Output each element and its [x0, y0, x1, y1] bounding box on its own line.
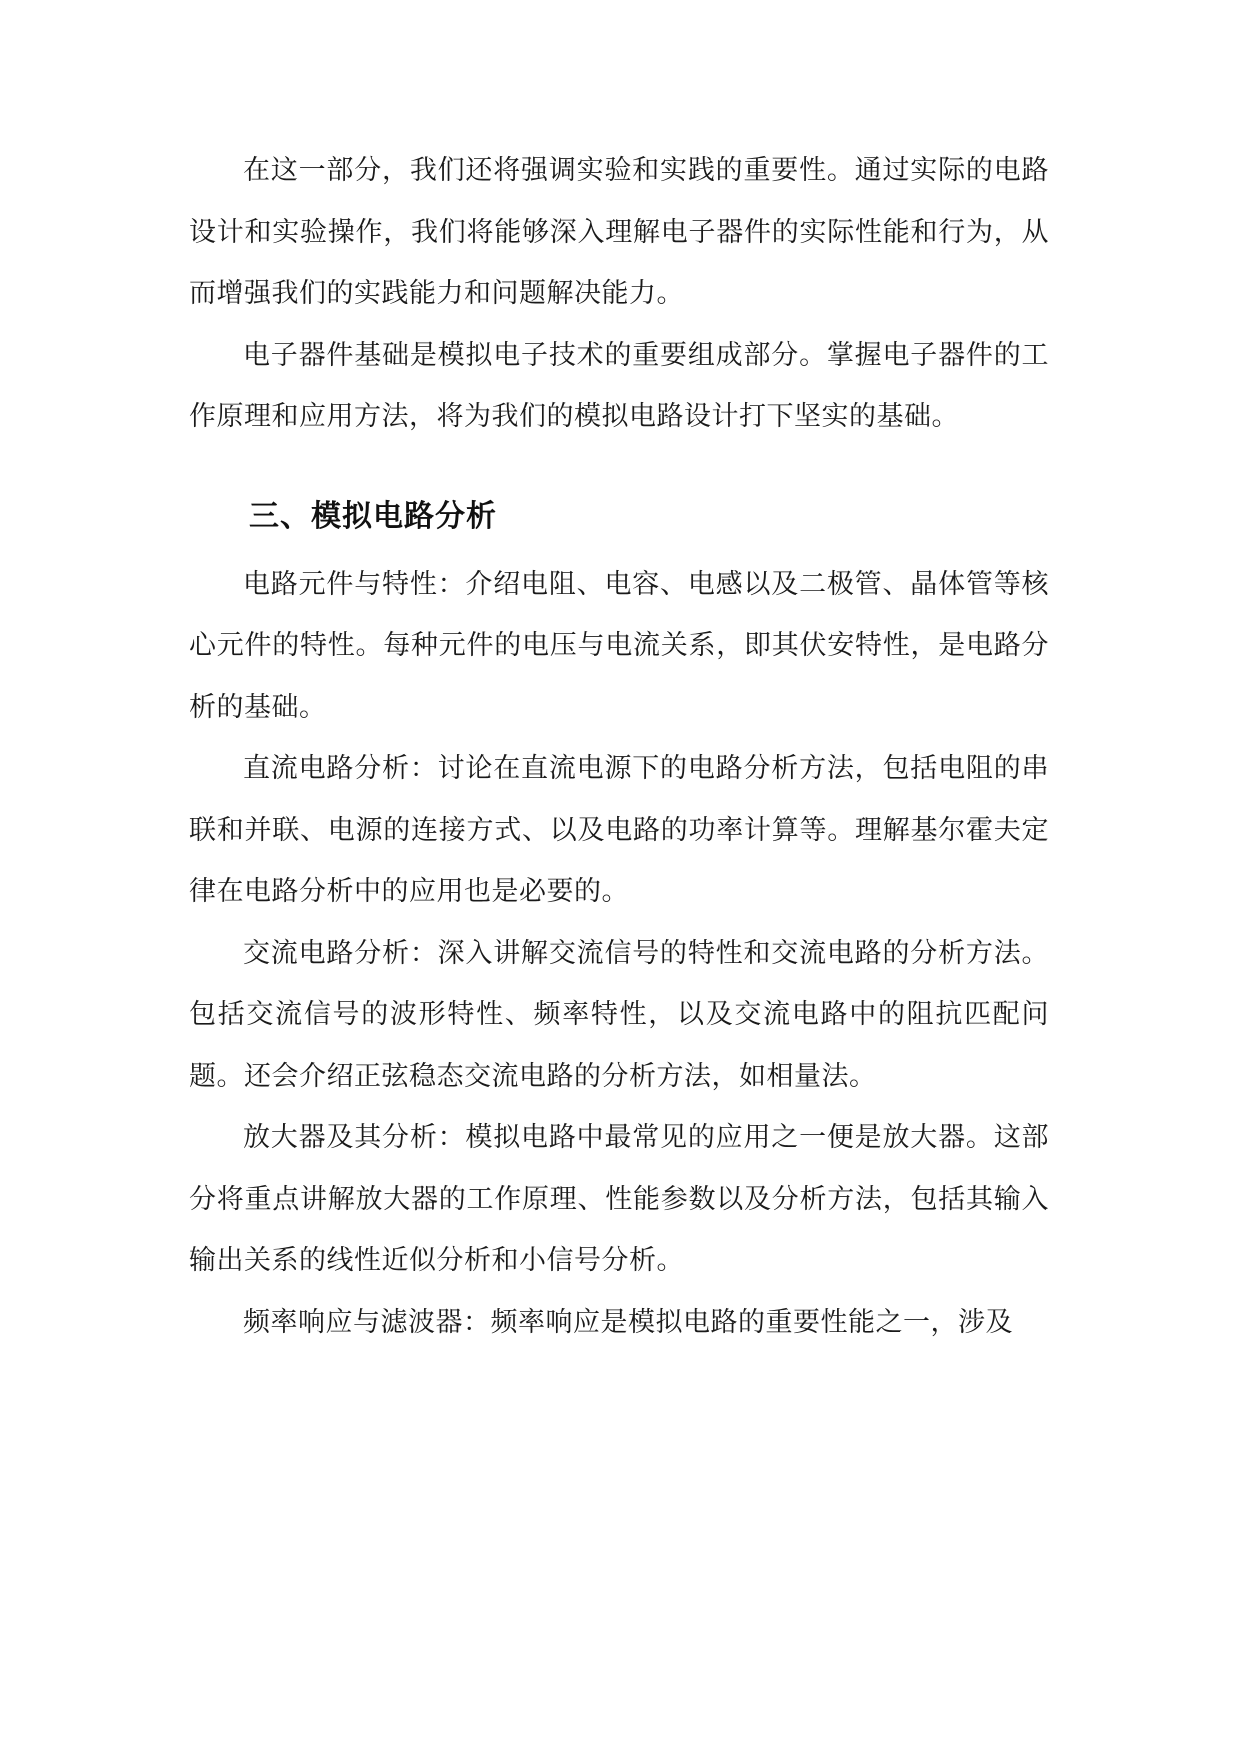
paragraph-lab-practice: 在这一部分，我们还将强调实验和实践的重要性。通过实际的电路设计和实验操作，我们将能够深入理解电子器件的实际性能和行为，从而增强我们的实践能力和问题解决能力。	[189, 155, 1049, 309]
paragraph-frequency-response: 频率响应与滤波器：频率响应是模拟电路的重要性能之一，涉及	[243, 1306, 1013, 1338]
paragraph-ac-analysis: 交流电路分析：深入讲解交流信号的特性和交流电路的分析方法。包括交流信号的波形特性、频率特性，以及交流电路中的阻抗匹配问题。还会介绍正弦稳态交流电路的分析方法，如相量法。	[189, 937, 1049, 1092]
paragraph-dc-analysis: 直流电路分析：讨论在直流电源下的电路分析方法，包括电阻的串联和并联、电源的连接方式、以及电路的功率计算等。理解基尔霍夫定律在电路分析中的应用也是必要的。	[189, 753, 1049, 907]
section-heading: 三、模拟电路分析	[249, 498, 497, 534]
paragraph-device-basics: 电子器件基础是模拟电子技术的重要组成部分。掌握电子器件的工作原理和应用方法，将为我们的模拟电路设计打下坚实的基础。	[189, 339, 1049, 432]
paragraph-amplifier: 放大器及其分析：模拟电路中最常见的应用之一便是放大器。这部分将重点讲解放大器的工作原理、性能参数以及分析方法，包括其输入输出关系的线性近似分析和小信号分析。	[189, 1122, 1049, 1276]
analysis-section	[189, 554, 1049, 1354]
paragraph-components: 电路元件与特性：介绍电阻、电容、电感以及二极管、晶体管等核心元件的特性。每种元件的电压与电流关系，即其伏安特性，是电路分析的基础。	[189, 568, 1049, 723]
page-content	[189, 140, 1049, 1353]
intro-section	[189, 140, 1049, 448]
